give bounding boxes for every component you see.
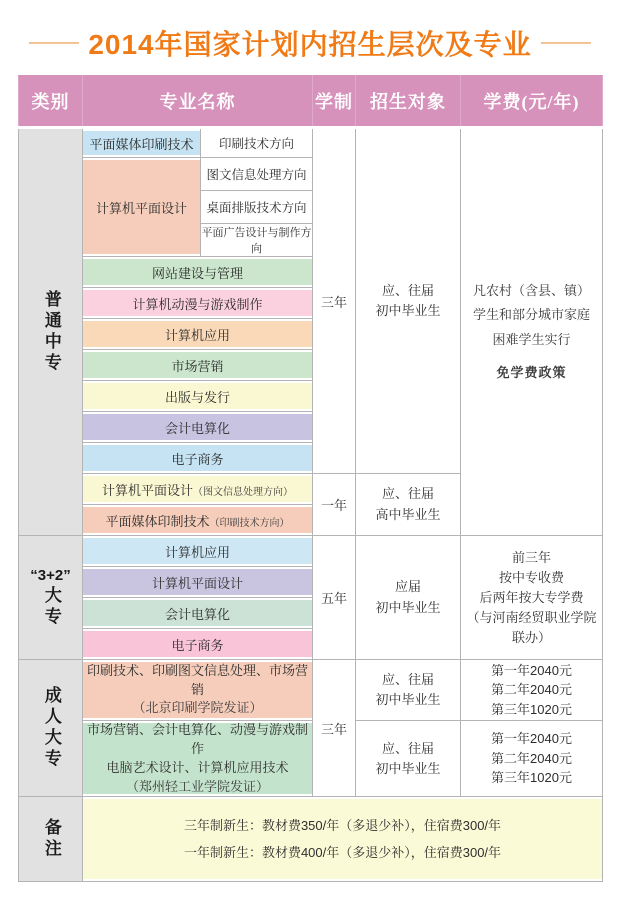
- direction-cell: 印刷技术方向: [201, 128, 313, 158]
- title-rule-left: [29, 42, 79, 44]
- tuition-line: 第一年2040元: [491, 731, 572, 747]
- tuition-free-policy: 免学费政策: [496, 364, 567, 380]
- table-row: [19, 797, 603, 882]
- category-cell-3plus2: [19, 536, 83, 660]
- major-cell: 电子商务: [83, 443, 313, 474]
- duration-cell-1yr: 一年: [313, 474, 356, 536]
- major-cell: 平面媒体印刷技术: [83, 128, 201, 158]
- table-row: [19, 721, 603, 797]
- tuition-note: （与河南经贸职业学院联办）: [466, 610, 597, 645]
- category-label: 备注: [41, 818, 61, 861]
- major-cell-oneyear: [83, 474, 313, 505]
- tuition-line: 按中专收费: [498, 569, 564, 585]
- tuition-line: 学生和部分城市家庭: [472, 307, 590, 323]
- tuition-cell-adult: [461, 721, 603, 797]
- direction-cell: 图文信息处理方向: [201, 158, 313, 191]
- target-line: 应、往届: [381, 486, 434, 502]
- major-label: 平面媒体印制技术: [105, 513, 210, 529]
- major-note: （郑州轻工业学院发证）: [125, 778, 269, 794]
- col-header-major: 专业名称: [83, 76, 313, 128]
- major-line: 印刷技术、印刷图文信息处理、市场营销: [86, 662, 308, 697]
- target-cell-adult: [356, 721, 461, 797]
- tuition-cell-zhongzhuan: [461, 128, 603, 536]
- target-line: 高中毕业生: [375, 506, 441, 522]
- tuition-line: 困难学生实行: [492, 331, 571, 347]
- major-cell: 会计电算化: [83, 598, 313, 629]
- major-cell-oneyear: [83, 505, 313, 536]
- category-label-top: “3+2”: [30, 567, 71, 584]
- remark-cell: [83, 797, 603, 882]
- target-line: 应届: [394, 579, 421, 595]
- major-note: （图文信息处理方向）: [193, 486, 293, 498]
- title-rule-right: [541, 42, 591, 44]
- target-line: 初中毕业生: [375, 303, 441, 318]
- direction-cell: 平面广告设计与制作方向: [201, 224, 313, 257]
- category-label: 成人大专: [41, 686, 61, 771]
- major-cell: 计算机应用: [83, 536, 313, 567]
- col-header-target: 招生对象: [356, 76, 461, 128]
- major-cell: 出版与发行: [83, 381, 313, 412]
- table-row: [19, 536, 603, 567]
- tuition-cell-adult: [461, 660, 603, 721]
- target-cell-3plus2: [356, 536, 461, 660]
- tuition-cell-3plus2: [461, 536, 603, 660]
- tuition-line: 第二年2040元: [491, 682, 572, 698]
- major-line: 市场营销、会计电算化、动漫与游戏制作: [86, 722, 308, 756]
- major-note: （印刷技术方向）: [209, 517, 290, 529]
- target-line: 初中毕业生: [375, 760, 441, 776]
- table-row: [19, 128, 603, 158]
- category-cell-remark: [19, 797, 83, 882]
- target-line: 应、往届: [381, 671, 434, 687]
- target-cell-adult: [356, 660, 461, 721]
- major-cell-adult: [83, 721, 313, 797]
- major-label: 计算机平面设计: [101, 482, 193, 498]
- col-header-tuition: 学费(元/年): [461, 76, 603, 128]
- major-cell: 电子商务: [83, 629, 313, 660]
- target-line: 初中毕业生: [375, 692, 441, 707]
- major-cell: 计算机平面设计: [83, 567, 313, 598]
- major-cell: 市场营销: [83, 350, 313, 381]
- col-header-duration: 学制: [313, 76, 356, 128]
- tuition-line: 后两年按大专学费: [479, 590, 584, 606]
- tuition-line: 第三年1020元: [491, 770, 572, 786]
- duration-cell-5yr: 五年: [313, 536, 356, 660]
- category-cell-zhongzhuan: [19, 128, 83, 536]
- tuition-line: 第一年2040元: [491, 662, 572, 678]
- header-row: [19, 76, 603, 128]
- major-cell-adult: [83, 660, 313, 721]
- tuition-line: 前三年: [511, 549, 551, 565]
- target-line: 应、往届: [381, 740, 434, 756]
- direction-cell: 桌面排版技术方向: [201, 191, 313, 224]
- category-label: 普通中专: [41, 290, 61, 374]
- major-cell: 计算机应用: [83, 319, 313, 350]
- enrollment-table: [18, 75, 603, 882]
- major-line: 电脑艺术设计、计算机应用技术: [106, 759, 289, 775]
- category-cell-chengren: [19, 660, 83, 797]
- major-cell: 会计电算化: [83, 412, 313, 443]
- remark-line: 三年制新生：教材费350/年（多退少补），住宿费300/年: [183, 818, 502, 834]
- major-note: （北京印刷学院发证）: [132, 700, 263, 716]
- page-header: [0, 25, 620, 61]
- target-cell-3yr: [356, 128, 461, 474]
- tuition-line: 第三年1020元: [491, 701, 572, 717]
- duration-cell-3yr: 三年: [313, 128, 356, 474]
- major-cell: 网站建设与管理: [83, 257, 313, 288]
- target-line: 应、往届: [381, 282, 434, 298]
- tuition-line: 第二年2040元: [491, 750, 572, 766]
- major-cell: 计算机平面设计: [83, 158, 201, 257]
- target-cell-1yr: [356, 474, 461, 536]
- page-title: 2014年国家计划内招生层次及专业: [88, 29, 532, 60]
- duration-cell-adult: 三年: [313, 660, 356, 797]
- remark-line: 一年制新生：教材费400/年（多退少补），住宿费300/年: [183, 845, 502, 861]
- table-row: [19, 660, 603, 721]
- tuition-line: 凡农村（含县、镇）: [472, 283, 590, 299]
- major-cell: 计算机动漫与游戏制作: [83, 288, 313, 319]
- col-header-category: 类别: [19, 76, 83, 128]
- category-label-bottom: 大专: [41, 586, 61, 628]
- target-line: 初中毕业生: [375, 599, 441, 615]
